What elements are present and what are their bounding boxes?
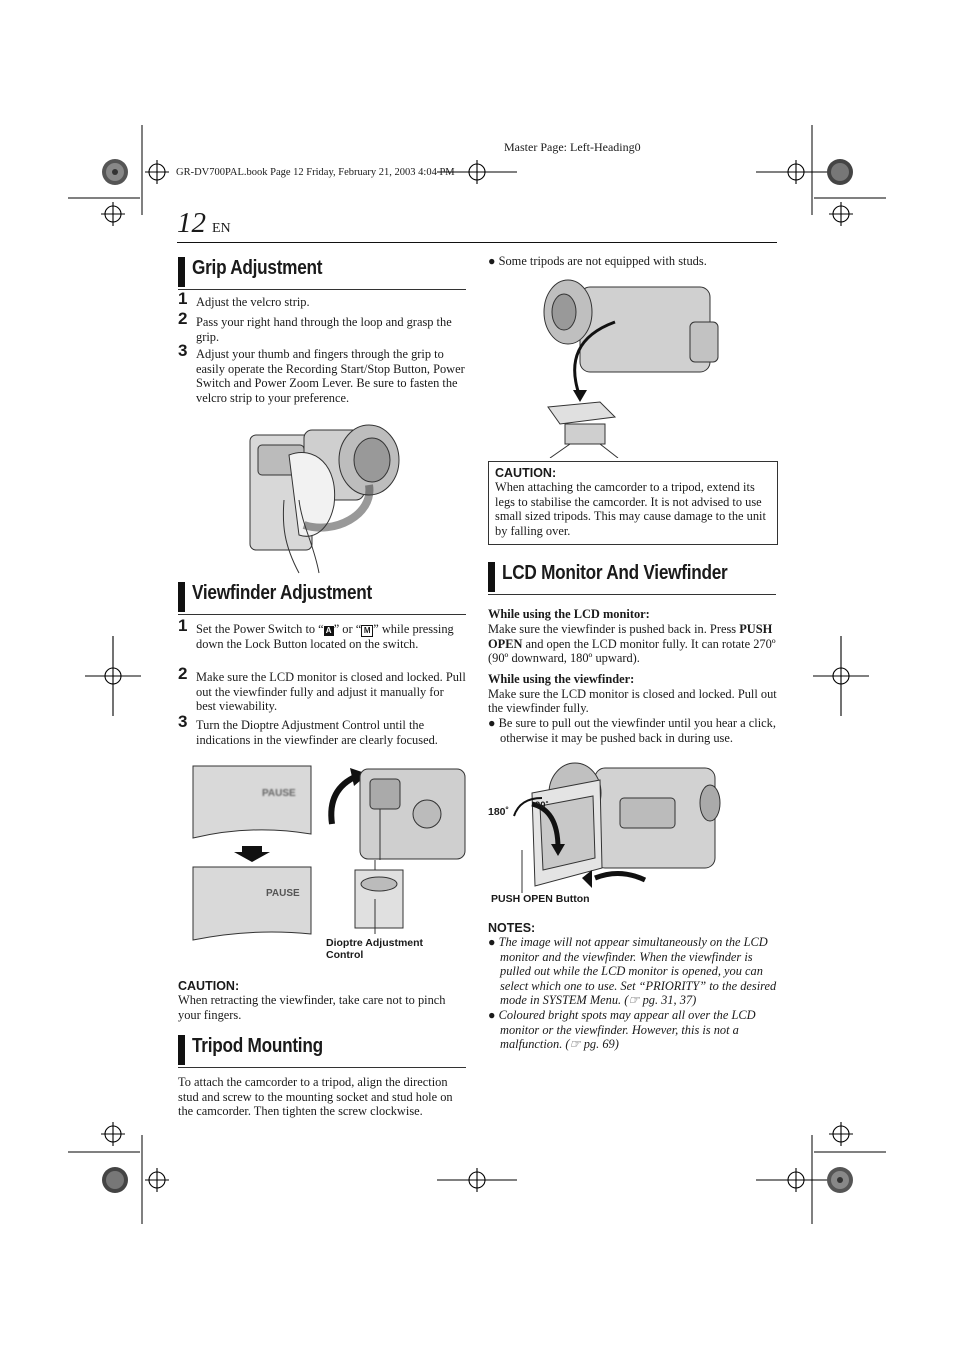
- viewfinder-use-bullet: ● Be sure to pull out the viewfinder until you hear a click, otherwise it may be pushed back in during use.: [488, 715, 776, 745]
- notes-section: [488, 921, 778, 1052]
- lcd-illustration: [500, 758, 740, 893]
- viewfinder-illustration: [192, 764, 468, 944]
- lcd-use-text: Make sure the viewfinder is pushed back in. Press PUSH OPEN and open the LCD monitor fully. It can rotate 270º (90º downward, 180º upward).: [488, 622, 776, 666]
- grip-illustration: [244, 415, 404, 575]
- grip-step-1: 1 Adjust the velcro strip.: [178, 289, 310, 309]
- viewfinder-caution-text: When retracting the viewfinder, take care not to pinch your fingers.: [178, 993, 446, 1022]
- tripod-instructions: To attach the camcorder to a tripod, align the direction stud and screw to the mounting socket and stud hole on the camcorder. Then tighten the screw clockwise.: [178, 1075, 453, 1119]
- grip-adjustment-title: Grip Adjustment: [192, 257, 323, 279]
- notes-title: NOTES:: [488, 921, 536, 935]
- tripod-mounting-title: Tripod Mounting: [192, 1035, 323, 1057]
- tripod-mounting-heading: [178, 1033, 466, 1068]
- header-rule: [177, 242, 777, 243]
- viewfinder-adjustment-title: Viewfinder Adjustment: [192, 582, 372, 604]
- tripod-caution-title: CAUTION:: [495, 466, 557, 480]
- viewfinder-step-1: 1 Set the Power Switch to “ A ” or “ M ” while pressing down the Lock Button located on the switch.: [178, 616, 454, 651]
- note-1: ● The image will not appear simultaneously on the LCD monitor and the viewfinder. When the viewfinder is pulled out while the LCD monitor is opened, you can select which one to use. Set “PRIORITY” to the desired mode in SYSTEM Menu. (☞ pg. 31, 37): [488, 935, 777, 1008]
- viewfinder-use-heading: While using the viewfinder:: [488, 671, 635, 686]
- viewfinder-step-3: 3 Turn the Dioptre Adjustment Control until the indications in the viewfinder are clearly focused.: [178, 712, 438, 747]
- grip-step-2: 2 Pass your right hand through the loop and grasp the grip.: [178, 309, 452, 344]
- viewfinder-use-text: Make sure the LCD monitor is closed and locked. Pull out the viewfinder fully.: [488, 686, 777, 716]
- grip-adjustment-heading: [178, 255, 466, 290]
- note-2: ● Coloured bright spots may appear all over the LCD monitor or the viewfinder. However, this is not a malfunction. (☞ pg. 69): [488, 1007, 756, 1052]
- master-page-label: Master Page: Left-Heading0: [504, 140, 641, 154]
- lcd-monitor-section: [488, 607, 778, 745]
- page-number-block: [177, 207, 231, 240]
- lcd-use-heading: While using the LCD monitor:: [488, 607, 650, 621]
- pause-clear-text: PAUSE: [266, 888, 300, 899]
- angle-90-label: 90˚: [535, 800, 549, 811]
- pause-blurry-text: PAUSE: [262, 788, 296, 799]
- viewfinder-adjustment-heading: [178, 580, 466, 615]
- tripod-caution-box: [488, 461, 778, 545]
- grip-step-3: 3 Adjust your thumb and fingers through the grip to easily operate the Recording Start/Stop Button, Power Switch and Power Zoom Lever. Be sure to fasten the velcro strip to your preference.: [178, 341, 465, 405]
- book-info: GR-DV700PAL.book Page 12 Friday, February 21, 2003 4:04 PM: [176, 167, 455, 178]
- angle-180-label: 180˚: [488, 806, 510, 818]
- viewfinder-caution: [178, 979, 466, 1022]
- tripod-caution-text: When attaching the camcorder to a tripod, extend its legs to stabilise the camcorder. It is not advised to use small sized tripods. This may cause damage to the unit by falling over.: [495, 480, 766, 538]
- tripod-note: ● Some tripods are not equipped with studs.: [488, 254, 707, 268]
- language-code: EN: [212, 221, 231, 236]
- dioptre-label: Dioptre Adjustment Control: [326, 937, 424, 961]
- lcd-monitor-title: LCD Monitor And Viewfinder: [502, 562, 728, 584]
- lcd-monitor-heading: [488, 560, 776, 595]
- viewfinder-step-2: 2 Make sure the LCD monitor is closed and locked. Pull out the viewfinder fully and adjust it manually for best viewability.: [178, 664, 466, 714]
- tripod-illustration: [540, 272, 720, 458]
- mode-a-icon: A: [324, 626, 334, 636]
- page-number: 12: [177, 207, 206, 239]
- viewfinder-caution-title: CAUTION:: [178, 979, 240, 993]
- mode-m-icon: M: [361, 625, 373, 637]
- push-open-button-label: PUSH OPEN Button: [491, 893, 590, 905]
